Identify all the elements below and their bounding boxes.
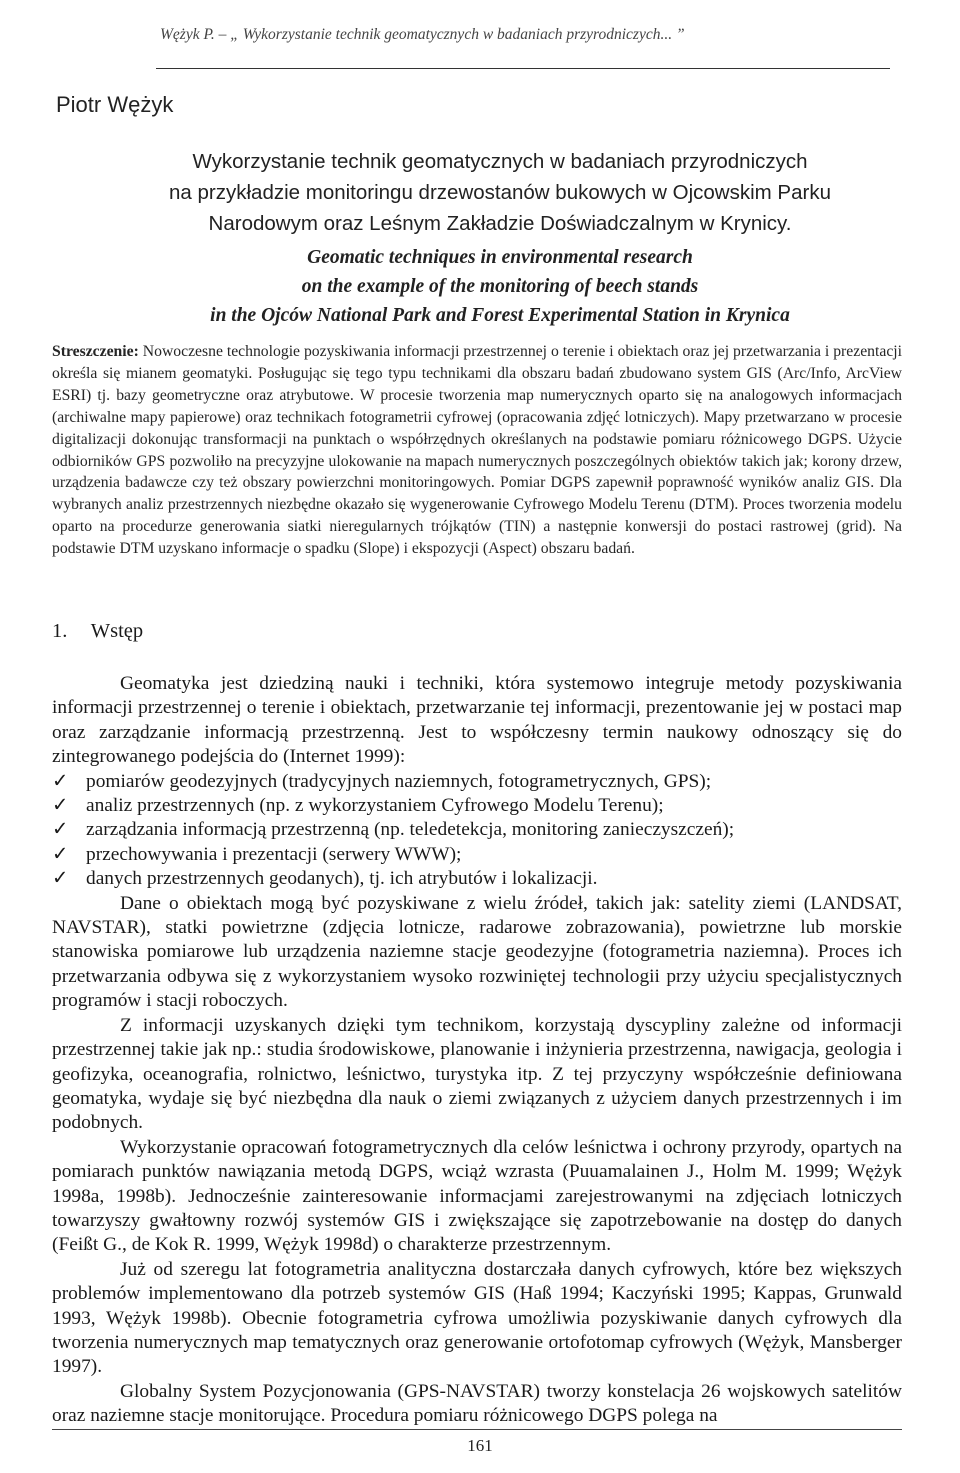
checklist-item <box>52 818 902 842</box>
checklist-item <box>52 867 902 891</box>
abstract-label: Streszczenie: <box>52 343 139 360</box>
section-title: Wstęp <box>90 620 144 642</box>
checklist-item-text: zarządzania informacją przestrzenną (np. teledetekcja, monitoring zanieczyszczeń); <box>86 819 735 841</box>
check-icon: ✓ <box>52 770 69 792</box>
author-name: Piotr Wężyk <box>56 92 174 117</box>
title-english <box>100 243 900 330</box>
checklist-item-text: analiz przestrzennych (np. z wykorzystaniem Cyfrowego Modelu Terenu); <box>86 795 664 817</box>
title-english-line: in the Ojców National Park and Forest Experimental Station in Krynica <box>210 305 790 326</box>
abstract <box>52 341 902 560</box>
body-text <box>52 672 902 1429</box>
title-english-line: on the example of the monitoring of beech stands <box>301 276 699 297</box>
running-header: Wężyk P. – „ Wykorzystanie technik geomatycznych w badaniach przyrodniczych... ” <box>160 26 685 43</box>
title-polish <box>100 146 900 239</box>
check-icon: ✓ <box>52 843 69 865</box>
abstract-text: Nowoczesne technologie pozyskiwania informacji przestrzennej o terenie i obiektach oraz jej przetwarzania i prezentacji określa się mianem geomatyki. Posługując się tego typu technikami dla obszaru badań zbudowano system GIS (Arc/Info, ArcView ESRI) tj. bazy geometryczne oraz atrybutowe. W procesie tworzenia map numerycznych oparto się na analogowych informacjach (archiwalne mapy papierowe) oraz technikach fotogrametrii cyfrowej (opracowania zdjęć lotniczych). Mapy przetwarzano w procesie digitalizacji dokonując transformacji na punktach o współrzędnych określanych na podstawie pomiaru różnicowego DGPS. Użycie odbiorników GPS pozwoliło na precyzyjne ulokowanie na mapach numerycznych poszczególnych obiektów takich jak; korony drzew, urządzenia badawcze czy też obszary powierzchni monitoringowych. Pomiar DGPS zapewnił poprawność wyników analiz GIS. Dla wybranych analiz przestrzennych niezbędne okazało się wygenerowanie Cyfrowego Modelu Terenu (DTM). Proces tworzenia modelu oparto na procedurze generowania siatki nieregularnych trójkątów (TIN) a następnie konwersji do postaci rastrowej (grid). Na podstawie DTM uzyskano informacje o spadku (Slope) i ekspozycji (Aspect) obszaru badań. <box>52 343 902 558</box>
check-icon: ✓ <box>52 795 69 817</box>
paragraph: Wykorzystanie opracowań fotogrametrycznych dla celów leśnictwa i ochrony przyrody, opartych na pomiarach punktów nawiązania metodą DGPS, wciąż wzrasta (Puuamalainen J., Holm M. 1999; Wężyk 1998a, 1998b). Jednocześnie zainteresowanie informacjami zarejestrowanymi na zdjęciach lotniczych towarzyszy gwałtowny rozwój systemów GIS i zwiększające się zapotrzebowanie na dostęp do danych (Feißt G., de Kok R. 1999, Wężyk 1998d) o charakterze przestrzennym. <box>52 1136 902 1256</box>
page-number: 161 <box>467 1436 493 1455</box>
paragraph: Z informacji uzyskanych dzięki tym technikom, korzystają dyscypliny zależne od informacji przestrzennej takie jak np.: studia środowiskowe, planowanie i inżynieria przestrzenna, nawigacja, geologia i geofizyka, oceanografia, rolnictwo, leśnictwo, turystyka itp. Z tej przyczyny współcześnie definiowana geomatyka, wydaje się być niezbędna dla nauk o ziemi związanych z użyciem danych przestrzennych i im podobnych. <box>52 1014 902 1134</box>
section-number: 1. <box>52 620 68 642</box>
title-polish-line: Wykorzystanie technik geomatycznych w badaniach przyrodniczych <box>192 150 808 173</box>
checklist-item-text: przechowywania i prezentacji (serwery WWW); <box>86 843 462 865</box>
title-polish-line: na przykładzie monitoringu drzewostanów bukowych w Ojcowskim Parku <box>169 181 831 204</box>
checklist-item <box>52 843 902 867</box>
check-icon: ✓ <box>52 819 69 841</box>
header-rule <box>156 68 890 69</box>
checklist-item <box>52 794 902 818</box>
check-icon: ✓ <box>52 868 69 890</box>
section-heading <box>52 620 143 643</box>
checklist-item-text: pomiarów geodezyjnych (tradycyjnych naziemnych, fotogrametrycznych, GPS); <box>86 770 712 792</box>
checklist <box>52 770 902 892</box>
title-polish-line: Narodowym oraz Leśnym Zakładzie Doświadczalnym w Krynicy. <box>208 212 792 235</box>
footer-rule <box>52 1429 902 1430</box>
checklist-item-text: danych przestrzennych geodanych), tj. ich atrybutów i lokalizacji. <box>86 868 598 890</box>
paragraph: Dane o obiektach mogą być pozyskiwane z wielu źródeł, takich jak: satelity ziemi (LANDSAT, NAVSTAR), statki powietrzne (zdjęcia lotnicze, radarowe zobrazowania), powietrzne lub morskie stanowiska pomiarowe lub urządzenia naziemne stacje geodezyjne (fotogrametria naziemna). Proces ich przetwarzania odbywa się z wykorzystaniem wysoko rozwiniętej technologii przy użyciu specjalistycznych programów i stacji roboczych. <box>52 892 902 1012</box>
checklist-item <box>52 770 902 794</box>
paragraph: Globalny System Pozycjonowania (GPS-NAVSTAR) tworzy konstelacja 26 wojskowych satelitów oraz naziemne stacje monitorujące. Procedura pomiaru różnicowego DGPS polega na <box>52 1380 902 1427</box>
title-english-line: Geomatic techniques in environmental research <box>307 247 693 268</box>
paragraph: Geomatyka jest dziedziną nauki i techniki, która systemowo integruje metody pozyskiwania informacji przestrzennej o terenie i obiektach, przetwarzanie tej informacji, prezentowanie jej w postaci map oraz zarządzanie informacją przestrzenną. Jest to współczesny termin naukowy odnoszący się do zintegrowanego podejścia do (Internet 1999): <box>52 673 902 768</box>
paragraph: Już od szeregu lat fotogrametria analityczna dostarczała danych cyfrowych, które bez większych problemów implementowano dla potrzeb systemów GIS (Haß 1994; Kaczyński 1995; Kappas, Grunwald 1993, Wężyk 1998b). Obecnie fotogrametria cyfrowa umożliwia pozyskiwanie danych cyfrowych dla tworzenia numerycznych map tematycznych oraz generowanie ortofotomap cyfrowych (Wężyk, Mansberger 1997). <box>52 1258 902 1378</box>
